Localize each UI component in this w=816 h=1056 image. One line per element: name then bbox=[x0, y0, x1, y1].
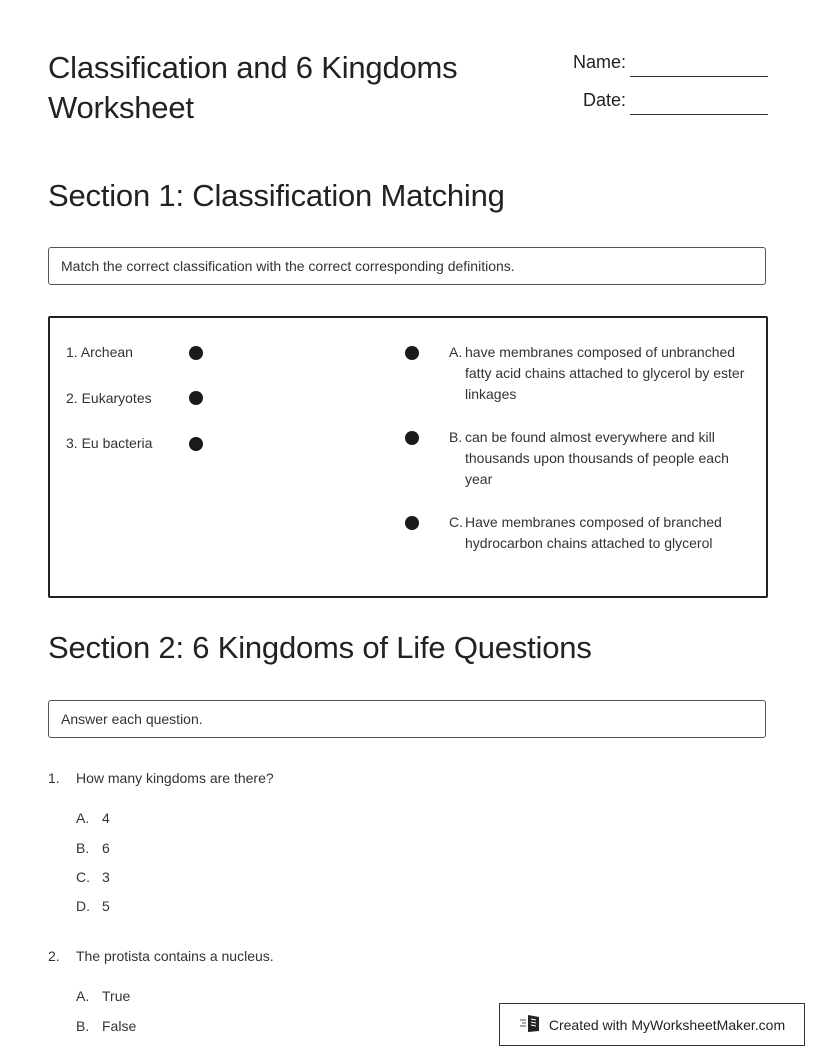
match-left-item: 1. Archean bbox=[66, 344, 133, 360]
definition-text: can be found almost everywhere and kill thousands upon thousands of people each year bbox=[465, 429, 729, 487]
question-number: 2. bbox=[48, 948, 60, 964]
footer-text: Created with MyWorksheetMaker.com bbox=[548, 1016, 786, 1033]
option-letter: B. bbox=[76, 840, 90, 856]
option-letter: A. bbox=[76, 810, 90, 826]
name-label: Name: bbox=[572, 52, 626, 72]
definition-letter: C. bbox=[449, 514, 463, 530]
answer-option[interactable] bbox=[76, 869, 110, 885]
definition-letter: A. bbox=[449, 344, 463, 360]
section2-heading: Section 2: 6 Kingdoms of Life Questions bbox=[48, 630, 592, 665]
question bbox=[48, 770, 274, 786]
match-right-item bbox=[449, 512, 749, 554]
definition-text: have membranes composed of unbranched fatty acid chains attached to glycerol by ester linkages bbox=[465, 344, 745, 402]
question-text: The protista contains a nucleus. bbox=[76, 948, 274, 964]
option-text: 4 bbox=[102, 810, 110, 826]
section2-instructions-text: Answer each question. bbox=[61, 711, 203, 727]
section1-instructions-text: Match the correct classification with the correct corresponding definitions. bbox=[61, 258, 515, 274]
question bbox=[48, 948, 274, 964]
definition-text: Have membranes composed of branched hydrocarbon chains attached to glycerol bbox=[465, 514, 722, 551]
option-letter: D. bbox=[76, 898, 90, 914]
section1-instructions bbox=[48, 247, 766, 285]
match-right-item bbox=[449, 427, 749, 490]
option-letter: A. bbox=[76, 988, 90, 1004]
footer-badge[interactable] bbox=[499, 1003, 805, 1046]
match-right-dot[interactable] bbox=[405, 346, 419, 360]
match-left-dot[interactable] bbox=[189, 346, 203, 360]
name-field[interactable] bbox=[630, 76, 768, 77]
answer-option[interactable] bbox=[76, 840, 110, 856]
option-text: True bbox=[102, 988, 131, 1004]
match-left-dot[interactable] bbox=[189, 437, 203, 451]
worksheet-title: Classification and 6 Kingdoms Worksheet bbox=[48, 50, 458, 125]
match-left-item: 3. Eu bacteria bbox=[66, 435, 153, 451]
date-label: Date: bbox=[582, 90, 626, 110]
answer-option[interactable] bbox=[76, 1018, 136, 1034]
match-right-item bbox=[449, 342, 749, 405]
date-field[interactable] bbox=[630, 114, 768, 115]
section2-instructions bbox=[48, 700, 766, 738]
worksheet-logo-icon bbox=[519, 1013, 543, 1036]
option-letter: C. bbox=[76, 869, 90, 885]
option-text: False bbox=[102, 1018, 137, 1034]
option-letter: B. bbox=[76, 1018, 90, 1034]
match-right-dot[interactable] bbox=[405, 431, 419, 445]
answer-option[interactable] bbox=[76, 898, 110, 914]
section1-heading: Section 1: Classification Matching bbox=[48, 178, 505, 213]
question-text: How many kingdoms are there? bbox=[76, 770, 274, 786]
option-text: 3 bbox=[102, 869, 110, 885]
match-left-item: 2. Eukaryotes bbox=[66, 390, 152, 406]
definition-letter: B. bbox=[449, 429, 463, 445]
answer-option[interactable] bbox=[76, 988, 130, 1004]
option-text: 6 bbox=[102, 840, 110, 856]
answer-option[interactable] bbox=[76, 810, 110, 826]
match-left-dot[interactable] bbox=[189, 391, 203, 405]
match-right-dot[interactable] bbox=[405, 516, 419, 530]
question-number: 1. bbox=[48, 770, 60, 786]
option-text: 5 bbox=[102, 898, 110, 914]
